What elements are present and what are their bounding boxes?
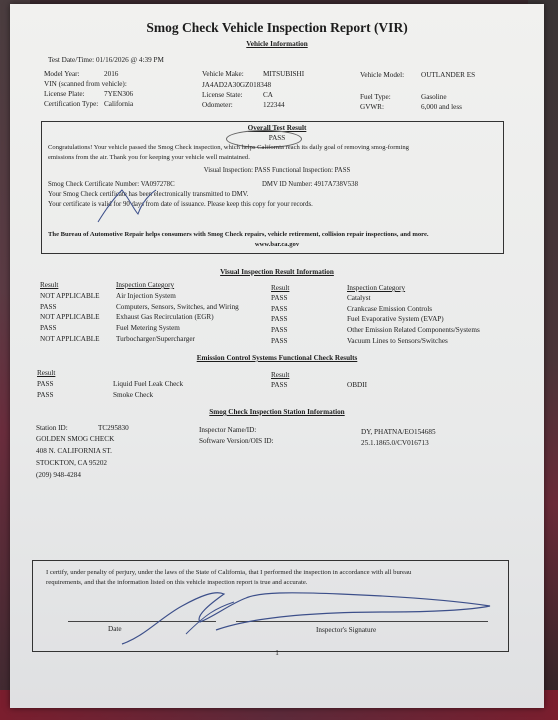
report-title: Smog Check Vehicle Inspection Report (VIR): [146, 20, 408, 35]
inspection-category-cell: Fuel Metering System: [116, 324, 180, 333]
make-value: MITSUBISHI: [263, 70, 305, 78]
station-id-label: Station ID:: [36, 424, 68, 432]
bureau-website: www.bar.ca.gov: [254, 241, 300, 248]
date-label: Date: [108, 625, 122, 633]
visual-left-category-header: Inspection Category: [116, 281, 175, 289]
signature-stroke: [186, 602, 234, 634]
inspection-category-cell: Smoke Check: [113, 391, 154, 399]
inspector-label: Inspector Name/ID:: [199, 426, 257, 434]
inspection-category-cell: OBDII: [347, 381, 367, 389]
result-cell: NOT APPLICABLE: [40, 334, 100, 343]
make-label: Vehicle Make:: [202, 70, 244, 78]
result-cell: PASS: [271, 336, 288, 345]
result-cell: PASS: [40, 324, 57, 333]
inspector-value: DY, PHATNA/EO154685: [361, 428, 436, 436]
functional-check-heading: Emission Control Systems Functional Check Results: [196, 354, 358, 362]
visual-left-result-header: Result: [40, 281, 59, 289]
visual-right-result-header: Result: [271, 284, 290, 292]
gvwr-label: GVWR:: [360, 103, 384, 111]
inspection-category-cell: Air Injection System: [116, 292, 176, 300]
plate-label: License Plate:: [44, 90, 85, 98]
result-cell: PASS: [271, 294, 288, 302]
congrats-line-2: emissions from the air. Thank you for keeping your vehicle well maintained.: [48, 154, 250, 161]
result-cell: PASS: [271, 381, 288, 389]
inspection-category-cell: Liquid Fuel Leak Check: [113, 380, 184, 388]
state-label: License State:: [202, 91, 243, 99]
software-label: Software Version/OIS ID:: [199, 437, 274, 445]
inspection-category-cell: Exhaust Gas Recirculation (EGR): [116, 313, 214, 322]
result-cell: PASS: [37, 391, 54, 399]
vin-label: VIN (scanned from vehicle):: [44, 80, 127, 88]
inspection-report-page: [10, 4, 544, 708]
model-year-label: Model Year:: [44, 70, 80, 78]
functional-left-result-header: Result: [37, 369, 56, 377]
inspection-category-cell: Catalyst: [347, 294, 371, 302]
odometer-label: Odometer:: [202, 101, 233, 109]
dmv-id-number: DMV ID Number: 4917A738V538: [262, 181, 358, 188]
bureau-notice: The Bureau of Automotive Repair helps consumers with Smog Check repairs, vehicle retirement, collision repair inspections, and more.: [48, 231, 429, 238]
cert-type-label: Certification Type:: [44, 100, 99, 108]
result-cell: PASS: [37, 380, 54, 388]
result-cell: PASS: [40, 302, 57, 311]
visual-inspection-heading: Visual Inspection Result Information: [220, 268, 334, 276]
station-info-heading: Smog Check Inspection Station Information: [209, 408, 345, 416]
inspector-signature: [122, 593, 490, 644]
cert-type-value: California: [104, 100, 134, 108]
visual-right-category-header: Inspection Category: [347, 284, 406, 292]
inspection-category-cell: Vacuum Lines to Sensors/Switches: [347, 336, 448, 345]
software-value: 25.1.1865.0/CV016713: [361, 439, 429, 447]
plate-value: 7YEN306: [104, 90, 134, 98]
result-cell: PASS: [271, 315, 288, 324]
station-id-value: TC295830: [98, 424, 129, 432]
inspection-category-cell: Fuel Evaporative System (EVAP): [347, 315, 444, 324]
overall-result-value: PASS: [268, 134, 286, 142]
fuel-value: Gasoline: [421, 93, 447, 101]
gvwr-value: 6,000 and less: [421, 103, 462, 111]
validity-handwritten-scribble: [98, 190, 156, 222]
station-address-1: 408 N. CALIFORNIA ST.: [36, 447, 112, 455]
handwritten-marks: [10, 4, 544, 708]
vin-value: JA4AD2A30GZ018348: [202, 81, 272, 89]
certify-text-1: I certify, under penalty of perjury, under the laws of the State of California, that I performed the inspection in accordance with all bureau: [46, 569, 412, 576]
model-year-value: 2016: [104, 70, 119, 78]
inspection-category-cell: Turbocharger/Supercharger: [116, 334, 195, 343]
fuel-label: Fuel Type:: [360, 93, 391, 101]
page-number: 1: [275, 649, 279, 657]
station-phone: (209) 948-4284: [36, 471, 81, 479]
result-cell: PASS: [271, 304, 288, 313]
validity-notice: Your certificate is valid for 90 days from date of issuance. Please keep this copy for your records.: [48, 201, 313, 208]
inspection-category-cell: Crankcase Emission Controls: [347, 304, 433, 313]
test-datetime: Test Date/Time: 01/16/2026 @ 4:39 PM: [48, 56, 164, 64]
certificate-number: Smog Check Certificate Number: VA097278C: [48, 181, 175, 188]
result-cell: NOT APPLICABLE: [40, 313, 100, 322]
state-value: CA: [263, 91, 273, 99]
inspection-category-cell: Computers, Sensors, Switches, and Wiring: [116, 302, 239, 311]
result-cell: NOT APPLICABLE: [40, 292, 100, 300]
model-label: Vehicle Model:: [360, 71, 405, 79]
vehicle-info-heading: Vehicle Information: [246, 40, 308, 48]
overall-result-heading: Overall Test Result: [247, 124, 307, 132]
result-cell: PASS: [271, 326, 288, 335]
odometer-value: 122344: [263, 101, 285, 109]
transmitted-notice: Your Smog Check certificate has been electronically transmitted to DMV.: [48, 191, 249, 198]
functional-right-result-header: Result: [271, 371, 290, 379]
certify-text-2: requirements, and that the information listed on this vehicle inspection report is true and accurate.: [46, 579, 308, 586]
station-name: GOLDEN SMOG CHECK: [36, 435, 115, 443]
signature-label: Inspector's Signature: [316, 626, 377, 634]
station-address-2: STOCKTON, CA 95202: [36, 459, 108, 467]
visual-functional-result: Visual Inspection: PASS Functional Inspection: PASS: [203, 167, 351, 174]
model-value: OUTLANDER ES: [421, 71, 476, 79]
inspection-category-cell: Other Emission Related Components/Systems: [347, 326, 480, 335]
congrats-line-1: Congratulations! Your vehicle passed the Smog Check inspection, which helps California reach its daily goal of removing smog-forming: [48, 144, 409, 151]
